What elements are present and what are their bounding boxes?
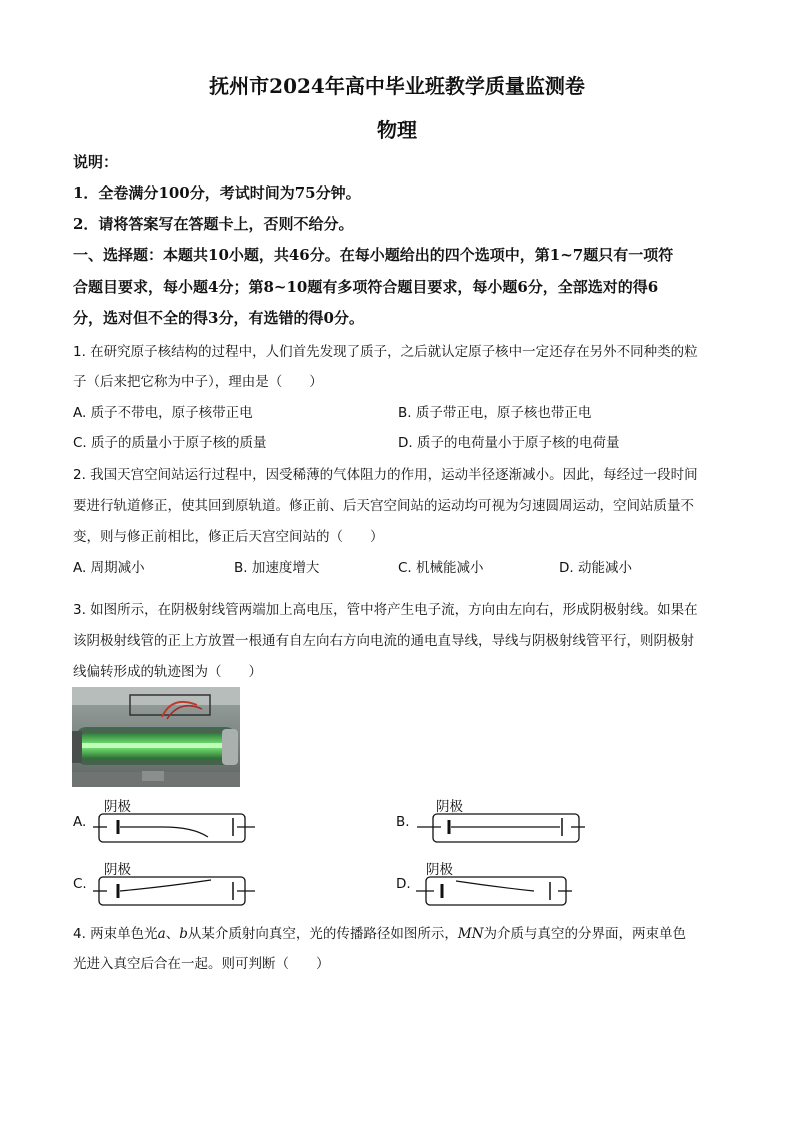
question-3-line: 该阴极射线管的正上方放置一根通有自左向右方向电流的通电直导线，导线与阴极射线管平行，则阴极射 xyxy=(73,633,694,649)
section-heading-line: 分，选对但不全的得3分，有选错的得0分。 xyxy=(73,309,364,327)
question-1-option-d: D. 质子的电荷量小于原子核的电荷量 xyxy=(398,435,620,451)
question-2-option-d: D. 动能减小 xyxy=(559,560,632,576)
question-3-line: 3. 如图所示，在阴极射线管两端加上高电压，管中将产生电子流，方向由左向右，形成阴极射线。如果在 xyxy=(73,602,698,618)
light-b-symbol: b xyxy=(179,926,188,942)
question-4-line xyxy=(73,922,686,942)
question-2-option-c: C. 机械能减小 xyxy=(398,560,484,576)
question-2-line: 要进行轨道修正，使其回到原轨道。修正前、后天宫空间站的运动均可视为匀速圆周运动，空间站质量不 xyxy=(73,498,694,514)
light-a-symbol: a xyxy=(157,926,166,942)
instruction-item: 1．全卷满分100分，考试时间为75分钟。 xyxy=(73,184,361,202)
cathode-label: 阴极 xyxy=(104,799,131,815)
exam-title: 抚州市2024年高中毕业班教学质量监测卷 xyxy=(209,74,585,98)
question-1-line: 1. 在研究原子核结构的过程中，人们首先发现了质子，之后就认定原子核中一定还存在另外不同种类的粒 xyxy=(73,344,698,360)
cathode-label: 阴极 xyxy=(426,862,453,878)
tube-diagram-b xyxy=(417,810,585,846)
question-3-option-b: B. xyxy=(396,814,410,830)
question-2-option-a: A. 周期减小 xyxy=(73,560,145,576)
question-4-text: 为介质与真空的分界面，两束单色 xyxy=(483,926,687,942)
question-4-text: 、 xyxy=(165,926,180,942)
cathode-label: 阴极 xyxy=(436,799,463,815)
question-3-option-c: C. xyxy=(73,876,87,892)
question-3-line: 线偏转形成的轨迹图为（ ） xyxy=(73,664,262,680)
question-4-line: 光进入真空后合在一起。则可判断（ ） xyxy=(73,956,330,972)
section-heading-line: 一、选择题：本题共10小题，共46分。在每小题给出的四个选项中，第1~7题只有一项符 xyxy=(73,246,674,264)
question-1-line: 子（后来把它称为中子），理由是（ ） xyxy=(73,374,323,390)
question-1-option-a: A. 质子不带电，原子核带正电 xyxy=(73,405,253,421)
interface-mn-symbol: MN xyxy=(457,926,484,942)
question-2-line: 变，则与修正前相比，修正后天宫空间站的（ ） xyxy=(73,529,384,545)
instructions-heading: 说明： xyxy=(73,153,119,171)
question-1-option-c: C. 质子的质量小于原子核的质量 xyxy=(73,435,267,451)
question-4-text: 4. 两束单色光 xyxy=(73,926,158,942)
question-3-option-a: A. xyxy=(73,814,87,830)
instruction-item: 2．请将答案写在答题卡上，否则不给分。 xyxy=(73,215,354,233)
question-3-option-d: D. xyxy=(396,876,411,892)
tube-diagram-c xyxy=(93,873,255,909)
question-1-option-b: B. 质子带正电，原子核也带正电 xyxy=(398,405,592,421)
question-4-text: 从某介质射向真空，光的传播路径如图所示， xyxy=(187,926,458,942)
cathode-ray-tube-photo xyxy=(72,687,240,787)
tube-diagram-a xyxy=(93,810,255,846)
tube-diagram-d xyxy=(416,873,572,909)
cathode-label: 阴极 xyxy=(104,862,131,878)
section-heading-line: 合题目要求，每小题4分；第8~10题有多项符合题目要求，每小题6分，全部选对的得6 xyxy=(73,278,659,296)
question-2-option-b: B. 加速度增大 xyxy=(234,560,320,576)
subject-title: 物理 xyxy=(377,118,417,142)
question-2-line: 2. 我国天宫空间站运行过程中，因受稀薄的气体阻力的作用，运动半径逐渐减小。因此，每经过一段时间 xyxy=(73,467,698,483)
